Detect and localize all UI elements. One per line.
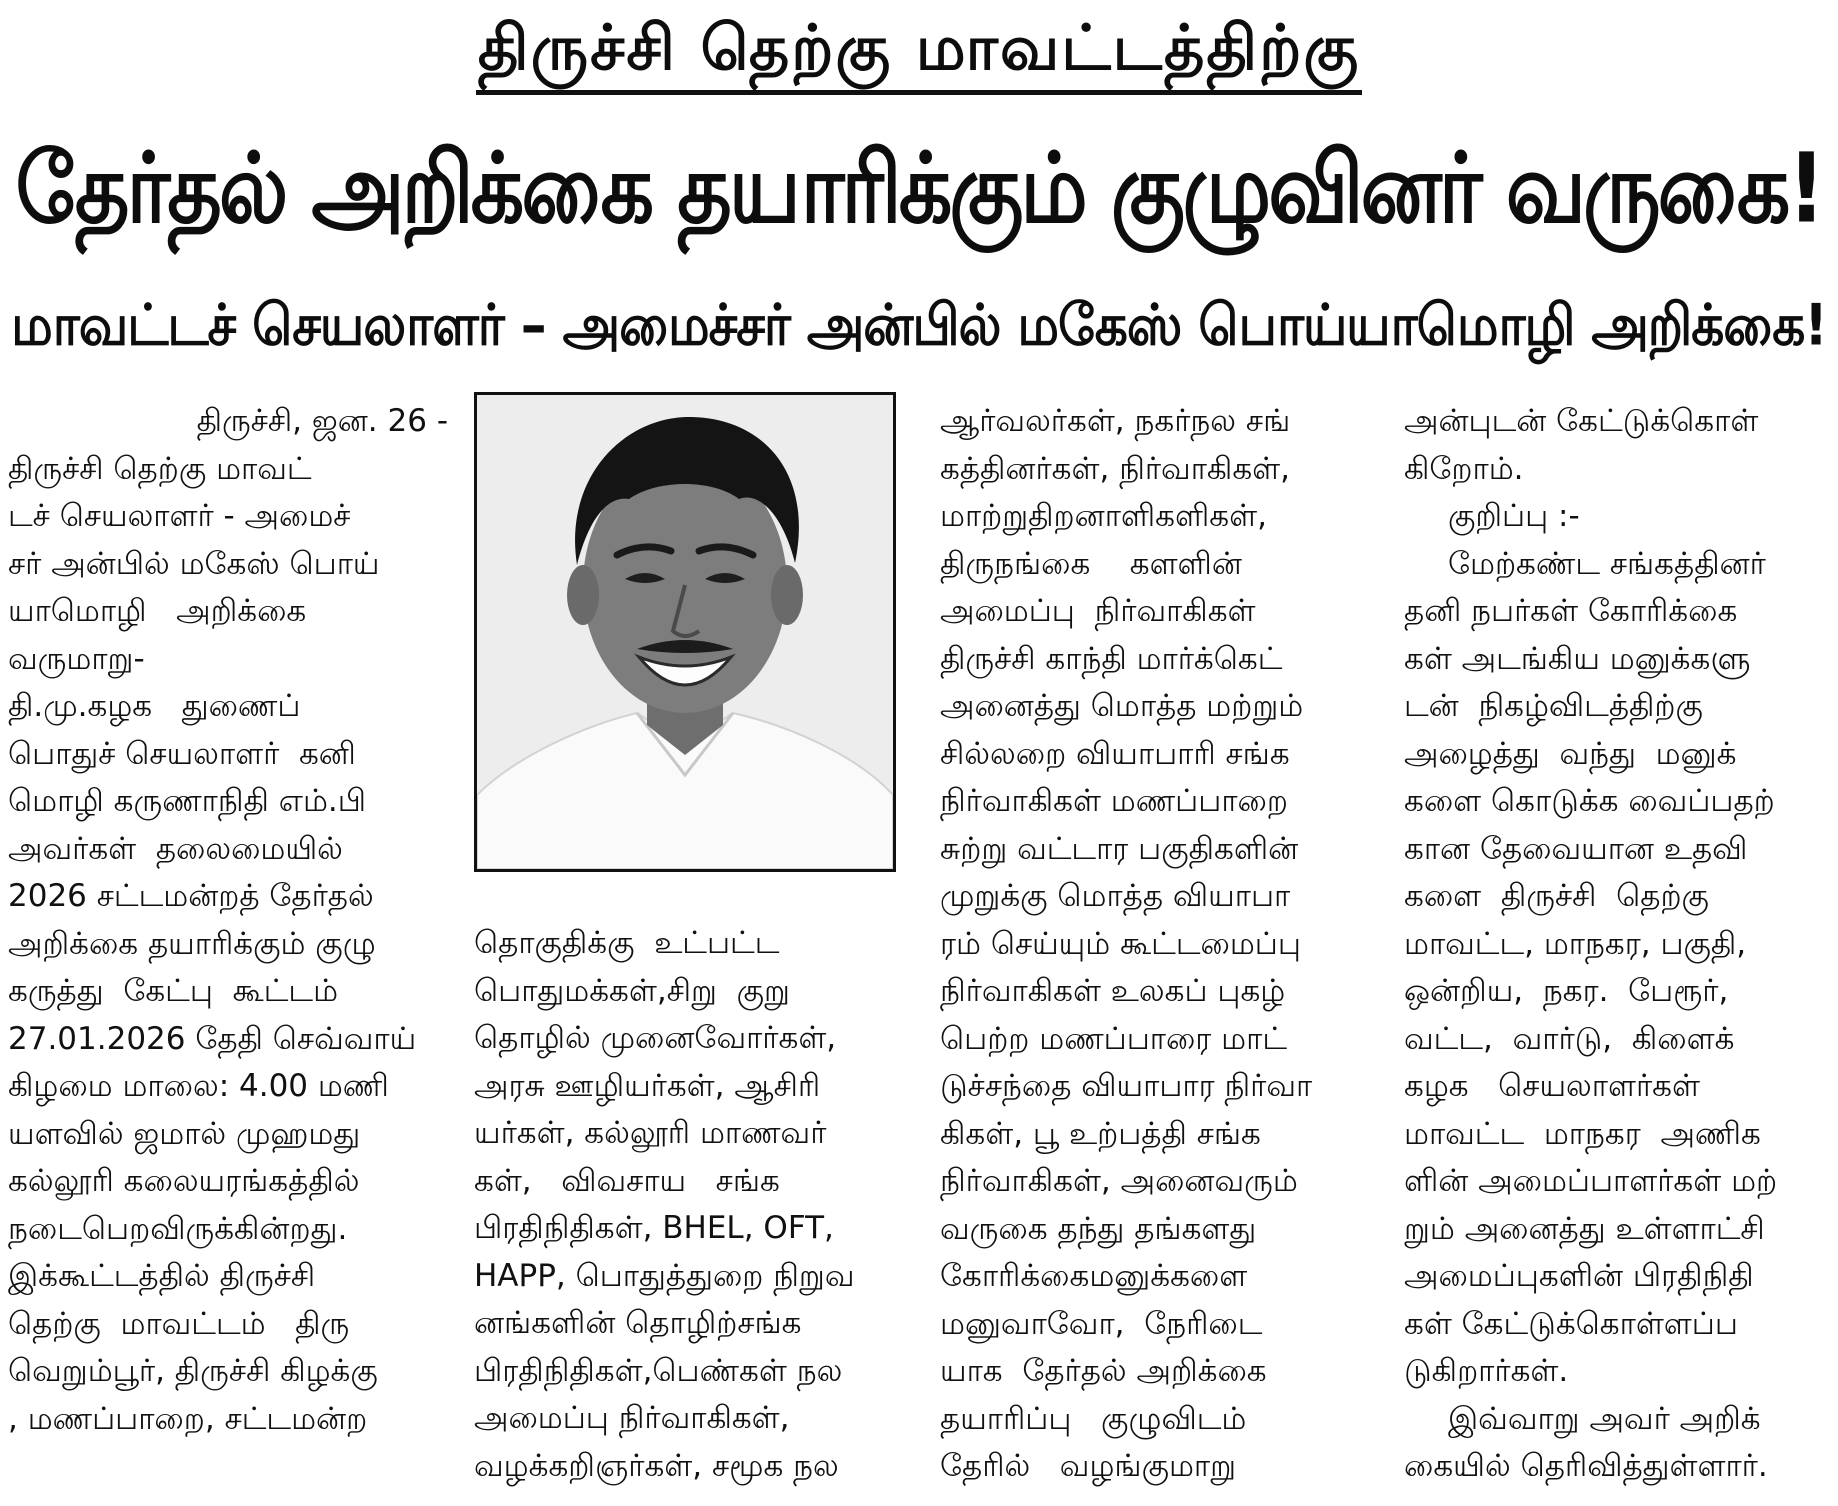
article-column-4 [1404,398,1834,1491]
column-line: தயாரிப்பு குழுவிடம் [940,1400,1247,1437]
column-line: திருச்சி, ஜன. 26 - [196,403,448,439]
column-line: மாவட்ட, மாநகர, பகுதி, [1404,925,1747,962]
column-line: மாற்றுதிறனாளிகளிகள், [940,498,1267,534]
column-line: HAPP, பொதுத்துறை நிறுவ [474,1257,855,1294]
column-line: பொதுமக்கள்,சிறு குறு [474,972,790,1009]
column-line: டச் செயலாளர் - அமைச் [8,498,351,534]
column-line: ரம் செய்யும் கூட்டமைப்பு [940,925,1301,962]
column-line: தனி நபர்கள் கோரிக்கை [1404,593,1738,629]
column-line: மாவட்ட மாநகர அணிக [1404,1115,1761,1152]
column-line: முறுக்கு மொத்த வியாபா [940,878,1291,914]
column-line: 2026 சட்டமன்றத் தேர்தல் [8,878,374,914]
column-line: டுச்சந்தை வியாபார நிர்வா [940,1068,1313,1104]
kicker-text: திருச்சி தெற்கு மாவட்டத்திற்கு [476,8,1362,95]
column-line: அவர்கள் தலைமையில் [8,830,343,867]
column-line: கிகள், பூ உற்பத்தி சங்க [940,1115,1261,1152]
column-line: , மணப்பாறை, சட்டமன்ற [8,1400,368,1437]
column-line: றும் அனைத்து உள்ளாட்சி [1404,1210,1765,1247]
column-line: யாமொழி அறிக்கை [8,593,307,629]
column-line: பிரதிநிதிகள், BHEL, OFT, [474,1210,834,1246]
column-line: நடைபெறவிருக்கின்றது. [8,1210,348,1247]
column-line: தேரில் வழங்குமாறு [940,1448,1236,1484]
column-line: சர் அன்பில் மகேஸ் பொய் [8,545,380,582]
article-column-2 [474,920,914,1490]
column-line: கத்தினர்கள், நிர்வாகிகள், [940,450,1290,487]
column-line: கழக செயலாளர்கள் [1404,1068,1700,1104]
column-line: 27.01.2026 தேதி செவ்வாய் [8,1020,417,1057]
column-line: யாக தேர்தல் அறிக்கை [940,1353,1267,1389]
column-line: இக்கூட்டத்தில் திருச்சி [8,1258,316,1294]
column-line: வருமாறு- [8,640,145,677]
column-line: கருத்து கேட்பு கூட்டம் [8,973,339,1009]
column-line: கள் அடங்கிய மனுக்களு [1404,640,1751,677]
column-line: சில்லறை வியாபாரி சங்க [940,735,1290,772]
column-line: வருகை தந்து தங்களது [940,1210,1257,1247]
subheadline: மாவட்டச் செயலாளர் – அமைச்சர் அன்பில் மகேஸ் பொய்யாமொழி அறிக்கை! [11,293,1827,359]
column-line: நிர்வாகிகள் மணப்பாறை [940,783,1288,819]
column-line: பொதுச் செயலாளர் கனி [8,735,356,772]
column-line: கையில் தெரிவித்துள்ளார். [1404,1448,1768,1484]
column-line: ஒன்றிய, நகர. பேரூர், [1404,973,1729,1009]
column-line: தி.மு.கழக துணைப் [8,688,301,724]
portrait-photo [474,392,896,872]
column-line: திருச்சி தெற்கு மாவட் [8,450,312,487]
column-line: டன் நிகழ்விடத்திற்கு [1404,688,1703,724]
column-line: யர்கள், கல்லூரி மாணவர் [474,1115,827,1151]
column-line: னங்களின் தொழிற்சங்க [474,1305,802,1341]
column-line: களை திருச்சி தெற்கு [1404,878,1709,914]
column-line: மனுவாவோ, நேரிடை [940,1305,1263,1342]
column-line: யளவில் ஜமால் முஹமது [8,1115,361,1152]
column-line: அரசு ஊழியர்கள், ஆசிரி [474,1067,821,1104]
column-line: ஆர்வலர்கள், நகர்நல சங் [940,403,1291,439]
column-line: கான தேவையான உதவி [1404,830,1748,867]
article-column-3 [940,398,1380,1491]
column-line: இவ்வாறு அவர் அறிக் [1448,1400,1761,1437]
headline: தேர்தல் அறிக்கை தயாரிக்கும் குழுவினர் வருகை! [15,131,1823,245]
column-line: கள், விவசாய சங்க [474,1162,780,1199]
column-line: ளின் அமைப்பாளர்கள் மற் [1404,1163,1778,1199]
column-line: வட்ட, வார்டு, கிளைக் [1404,1020,1735,1057]
column-line: கோரிக்கைமனுக்களை [940,1258,1248,1294]
column-line: அழைத்து வந்து மனுக் [1404,735,1737,772]
column-line: திருச்சி காந்தி மார்க்கெட் [940,640,1283,677]
portrait-illustration [477,395,893,869]
column-line: மொழி கருணாநிதி எம்.பி [8,783,367,819]
column-line: அறிக்கை தயாரிக்கும் குழு [8,925,376,962]
column-line: குறிப்பு :- [1448,498,1580,534]
column-line: சுற்று வட்டார பகுதிகளின் [940,830,1299,867]
column-line: அனைத்து மொத்த மற்றும் [940,688,1304,724]
column-line: தொகுதிக்கு உட்பட்ட [474,925,780,961]
column-line: கிறோம். [1404,450,1524,487]
column-line: பெற்ற மணப்பாரை மாட் [940,1020,1287,1057]
column-line: வழக்கறிஞர்கள், சமூக நல [474,1447,839,1484]
column-line: நிர்வாகிகள், அனைவரும் [940,1163,1298,1199]
column-line: மேற்கண்ட சங்கத்தினர் [1448,545,1766,582]
column-line: கிழமை மாலை: 4.00 மணி [8,1068,389,1104]
article-column-1 [8,398,448,1443]
column-line: அமைப்புகளின் பிரதிநிதி [1404,1258,1754,1294]
column-line: களை கொடுக்க வைப்பதற் [1404,783,1775,819]
column-line: அமைப்பு நிர்வாகிகள் [940,593,1256,629]
column-line: பிரதிநிதிகள்,பெண்கள் நல [474,1352,843,1389]
column-line: நிர்வாகிகள் உலகப் புகழ் [940,973,1286,1009]
column-line: டுகிறார்கள். [1404,1353,1569,1389]
column-line: வெறும்பூர், திருச்சி கிழக்கு [8,1353,378,1389]
column-line: கல்லூரி கலையரங்கத்தில் [8,1163,360,1199]
column-line: தெற்கு மாவட்டம் திரு [8,1305,350,1342]
column-line: திருநங்கை களளின் [940,545,1242,582]
column-line: கள் கேட்டுக்கொள்ளப்ப [1404,1305,1738,1342]
column-line: தொழில் முனைவோர்கள், [474,1020,837,1056]
column-line: அன்புடன் கேட்டுக்கொள் [1404,403,1759,439]
column-line: அமைப்பு நிர்வாகிகள், [474,1400,790,1436]
kicker [0,8,1838,95]
